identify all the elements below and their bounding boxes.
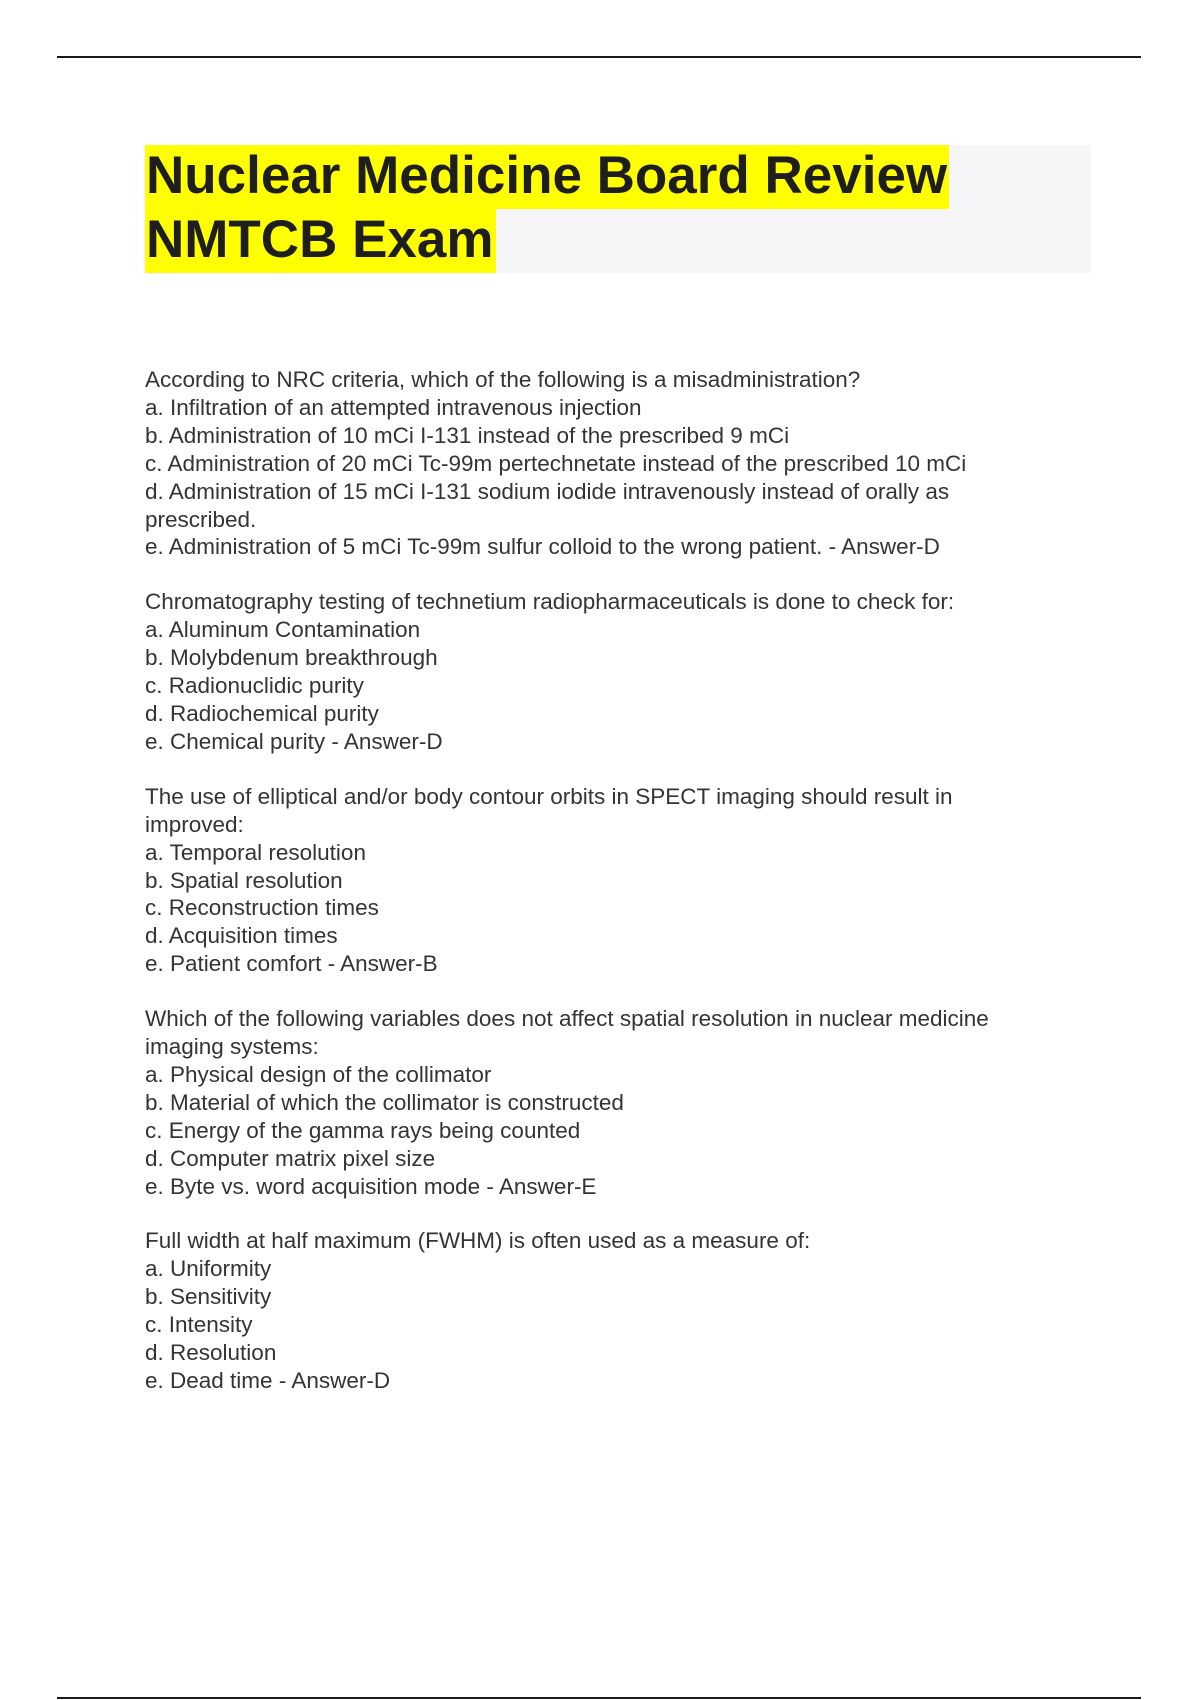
question-3-stem-cont: improved:	[145, 811, 244, 837]
bottom-rule	[57, 1697, 1141, 1699]
question-1-stem: According to NRC criteria, which of the following is a misadministration?	[145, 367, 861, 392]
question-list	[145, 366, 1075, 1422]
question-2-option-a: a. Aluminum Contamination	[145, 617, 421, 643]
question-5-option-d: d. Resolution	[145, 1340, 277, 1366]
question-3-stem: The use of elliptical and/or body contour orbits in SPECT imaging should result in	[145, 783, 953, 809]
question-5-option-c: c. Intensity	[145, 1312, 253, 1338]
title-block	[145, 145, 1091, 273]
question-2-option-e-answer: e. Chemical purity - Answer-D	[145, 728, 443, 754]
question-5-option-b: b. Sensitivity	[145, 1284, 272, 1310]
question-5-stem: Full width at half maximum (FWHM) is often used as a measure of:	[145, 1228, 811, 1254]
question-1-option-d: d. Administration of 15 mCi I-131 sodium iodide intravenously instead of orally as	[145, 478, 950, 504]
page-title-line-1: Nuclear Medicine Board Review	[145, 145, 949, 209]
question-1-option-c: c. Administration of 20 mCi Tc-99m pertechnetate instead of the prescribed 10 mCi	[145, 450, 967, 476]
title-row-1	[145, 145, 1091, 209]
question-1-option-d-cont: prescribed.	[145, 506, 257, 532]
question-4-option-d: d. Computer matrix pixel size	[145, 1145, 436, 1171]
question-4-option-a: a. Physical design of the collimator	[145, 1061, 492, 1087]
question-5	[145, 1227, 1075, 1394]
question-1-option-e-answer: e. Administration of 5 mCi Tc-99m sulfur colloid to the wrong patient. - Answer-D	[145, 534, 940, 560]
question-3-option-b: b. Spatial resolution	[145, 867, 343, 893]
question-4	[145, 1005, 1075, 1200]
question-3	[145, 783, 1075, 978]
question-2-option-d: d. Radiochemical purity	[145, 700, 379, 726]
question-5-option-e-answer: e. Dead time - Answer-D	[145, 1368, 391, 1393]
question-2-option-c: c. Radionuclidic purity	[145, 673, 364, 699]
question-4-stem-cont: imaging systems:	[145, 1034, 319, 1060]
title-row-2	[145, 209, 1091, 273]
question-3-option-d: d. Acquisition times	[145, 923, 338, 949]
question-4-option-e-answer: e. Byte vs. word acquisition mode - Answer-E	[145, 1173, 597, 1199]
top-rule	[57, 56, 1141, 58]
page-title-line-2: NMTCB Exam	[145, 209, 496, 273]
question-2	[145, 588, 1075, 755]
question-1	[145, 366, 1075, 561]
question-4-option-b: b. Material of which the collimator is constructed	[145, 1089, 624, 1115]
question-4-option-c: c. Energy of the gamma rays being counted	[145, 1117, 581, 1143]
question-2-stem: Chromatography testing of technetium radiopharmaceuticals is done to check for:	[145, 589, 955, 615]
question-3-option-e-answer: e. Patient comfort - Answer-B	[145, 951, 438, 977]
question-2-option-b: b. Molybdenum breakthrough	[145, 645, 438, 671]
question-1-option-a: a. Infiltration of an attempted intravenous injection	[145, 394, 642, 420]
question-4-stem: Which of the following variables does not affect spatial resolution in nuclear medicine	[145, 1006, 989, 1032]
question-5-option-a: a. Uniformity	[145, 1256, 272, 1282]
question-1-option-b: b. Administration of 10 mCi I-131 instead of the prescribed 9 mCi	[145, 422, 790, 448]
question-3-option-a: a. Temporal resolution	[145, 839, 366, 865]
question-3-option-c: c. Reconstruction times	[145, 895, 379, 921]
